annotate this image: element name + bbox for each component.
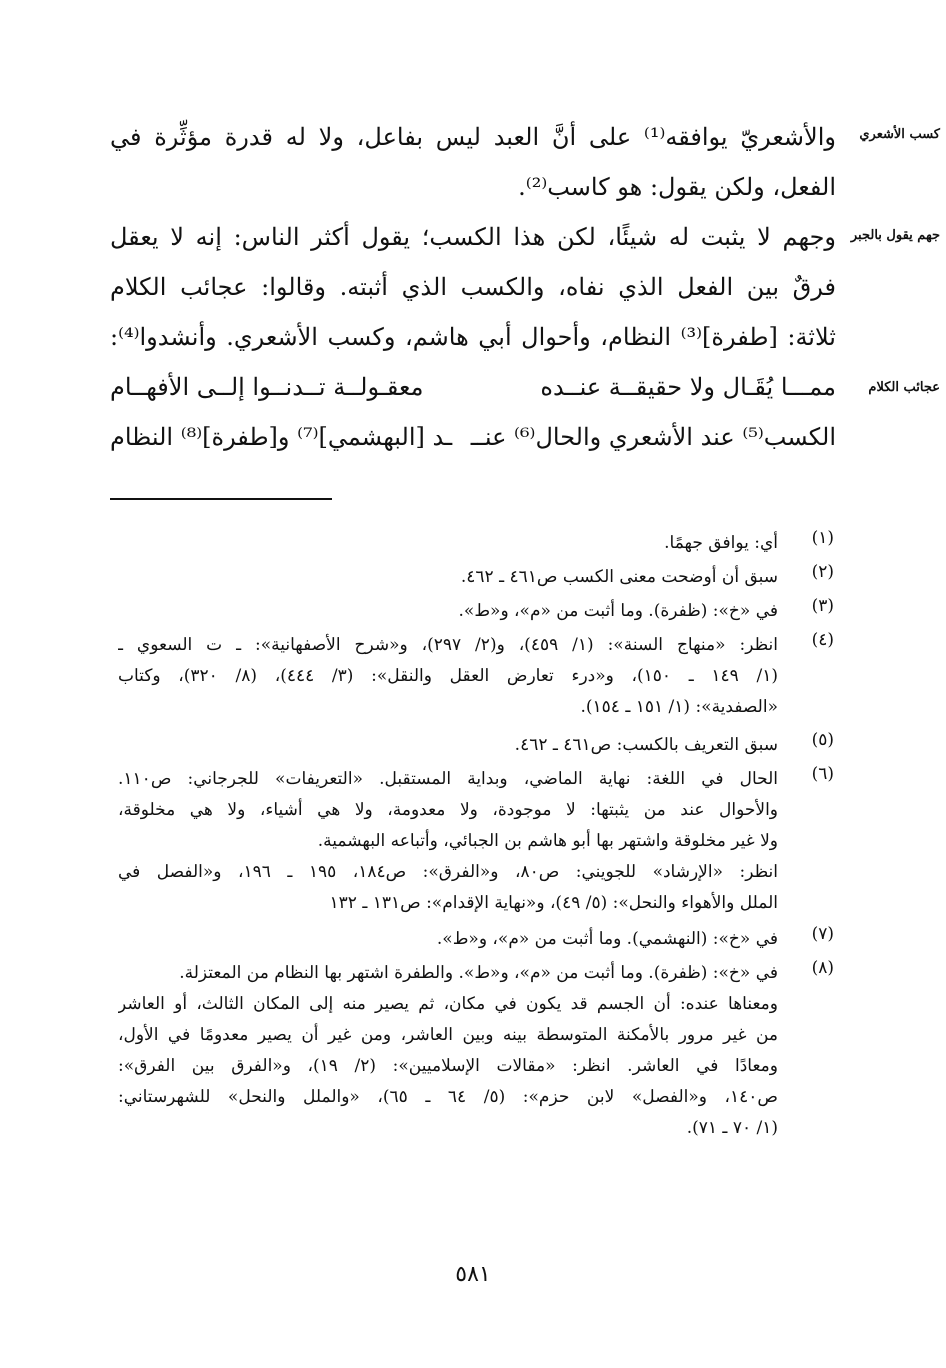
footnote-number: (١) [811, 528, 834, 548]
footnote-line: انظر: «الإرشاد» للجويني: ص٨٠، و«الفرق»: ص١٨٤، ١٩٥ ـ ١٩٦، و«الفصل في [118, 862, 778, 882]
footnote-number: (٣) [811, 596, 834, 616]
footnote-number: (٢) [811, 562, 834, 582]
footnote-line: أي: يوافق جهمًا. [664, 533, 778, 553]
footnote-line: الملل والأهواء والنحل»: (٥/ ٤٩)، و«نهاية الإقدام»: ص١٣١ ـ ١٣٢ [329, 893, 778, 913]
footnote [118, 958, 834, 1144]
poem-verse-2 [110, 412, 836, 462]
footnotes [118, 528, 834, 1144]
footnote-line: ومعناها عنده: أن الجسم قد يكون في مكان، ثم يصير منه إلى المكان الثالث، أو العاشر [118, 994, 778, 1014]
footnote [118, 730, 834, 761]
footnote-line: والأحوال عند من يثبتها: لا موجودة، ولا معدومة، ولا هي أشياء، ولا هي مخلوقة، [118, 800, 778, 820]
footnote-line: سبق أن أوضحت معنى الكسب ص٤٦١ ـ ٤٦٢. [460, 567, 778, 587]
footnote-number: (٤) [811, 630, 834, 650]
footnote-line: في «خ»: (ظفرة). وما أثبت من «م»، و«ط». [458, 601, 778, 621]
footnote-line: من غير مرور بالأمكنة المتوسطة بينه وبين العاشر، ومن غير أن يصير معدومًا في الأول، [118, 1025, 778, 1045]
main-line: فرقٌ بين الفعل الذي نفاه، والكسب الذي أثبته. وقالوا: عجائب الكلام [110, 273, 836, 301]
footnote [118, 596, 834, 627]
footnote-line: في «خ»: (ظفرة). وما أثبت من «م»، و«ط». والطفرة اشتهر بها النظام من المعتزلة. [179, 963, 778, 983]
footnote [118, 562, 834, 593]
footnote [118, 924, 834, 955]
main-text [110, 112, 836, 462]
footnote-number: (٦) [811, 764, 834, 784]
footnote-line: ولا غير مخلوقة واشتهر بها أبو هاشم بن الجبائي، وأتباعه البهشمية. [317, 831, 778, 851]
footnote-number: (٨) [811, 958, 834, 978]
side-note-jahm: جهم يقول بالجبر [850, 228, 940, 243]
poem-hemistich: معقـولــة تــدنــوا إلــى الأفهــام [110, 373, 424, 401]
footnote-number: (٧) [811, 924, 834, 944]
footnote-separator [110, 498, 332, 500]
footnote [118, 630, 834, 723]
footnote-line: سبق التعريف بالكسب: ص٤٦١ ـ ٤٦٢. [514, 735, 778, 755]
main-line: ثلاثة: [طفرة]⁽³⁾ النظام، وأحوال أبي هاشم، وكسب الأشعري. وأنشدوا⁽⁴⁾: [110, 323, 836, 351]
footnote-line: (١/ ٧٠ ـ ٧١). [686, 1118, 778, 1138]
footnote-line: ص١٤٠، و«الفصل» لابن حزم»: (٥/ ٦٤ ـ ٦٥)، «والملل والنحل» للشهرستاني: [118, 1087, 778, 1107]
footnote [118, 528, 834, 559]
footnote-line: «الصفدية»: (١/ ١٥١ ـ ١٥٤). [580, 697, 778, 717]
poem-hemistich: الكسب⁽⁵⁾ عند الأشعري والحال⁽⁶⁾ عنــ [470, 423, 836, 451]
poem-verse-1 [110, 362, 836, 412]
side-note-ajaib: عجائب الكلام [868, 380, 940, 395]
main-line: وجهم لا يثبت له شيئًا، لكن هذا الكسب؛ يقول أكثر الناس: إنه لا يعقل [110, 223, 836, 251]
footnote-line: ومعادًا في العاشر. انظر: «مقالات الإسلاميين»: (٢/ ١٩)، و«الفرق بين الفرق»: [118, 1056, 778, 1076]
footnote-line: في «خ»: (النهشمي). وما أثبت من «م»، و«ط». [436, 929, 778, 949]
poem-hemistich: ـد [البهشمي]⁽⁷⁾ و[طفرة]⁽⁸⁾ النظام [110, 423, 453, 451]
page-number: ٥٨١ [455, 1262, 491, 1287]
footnote-number: (٥) [811, 730, 834, 750]
poem-hemistich: ممـــا يُقَـال ولا حقيقــة عنــده [540, 373, 836, 401]
main-line: الفعل، ولكن يقول: هو كاسب⁽²⁾. [518, 173, 836, 201]
side-note-kasb: كسب الأشعري [859, 127, 940, 142]
footnote-line: الحال في اللغة: نهاية الماضي، وبداية المستقبل. «التعريفات» للجرجاني: ص١١٠. [118, 769, 778, 789]
footnote-line: انظر: «منهاج السنة»: (١/ ٤٥٩)، و(٢/ ٢٩٧)، و«شرح الأصفهانية»: ـ ت السعوي ـ [118, 635, 778, 655]
main-line: والأشعريّ يوافقه⁽¹⁾ على أنَّ العبد ليس بفاعل، ولا له قدرة مؤثِّرة في [110, 123, 836, 151]
footnote-line: (١/ ١٤٩ ـ ١٥٠)، و«درء تعارض العقل والنقل»: (٣/ ٤٤٤)، (٨/ ٣٢٠)، وكتاب [118, 666, 778, 686]
footnote [118, 764, 834, 919]
